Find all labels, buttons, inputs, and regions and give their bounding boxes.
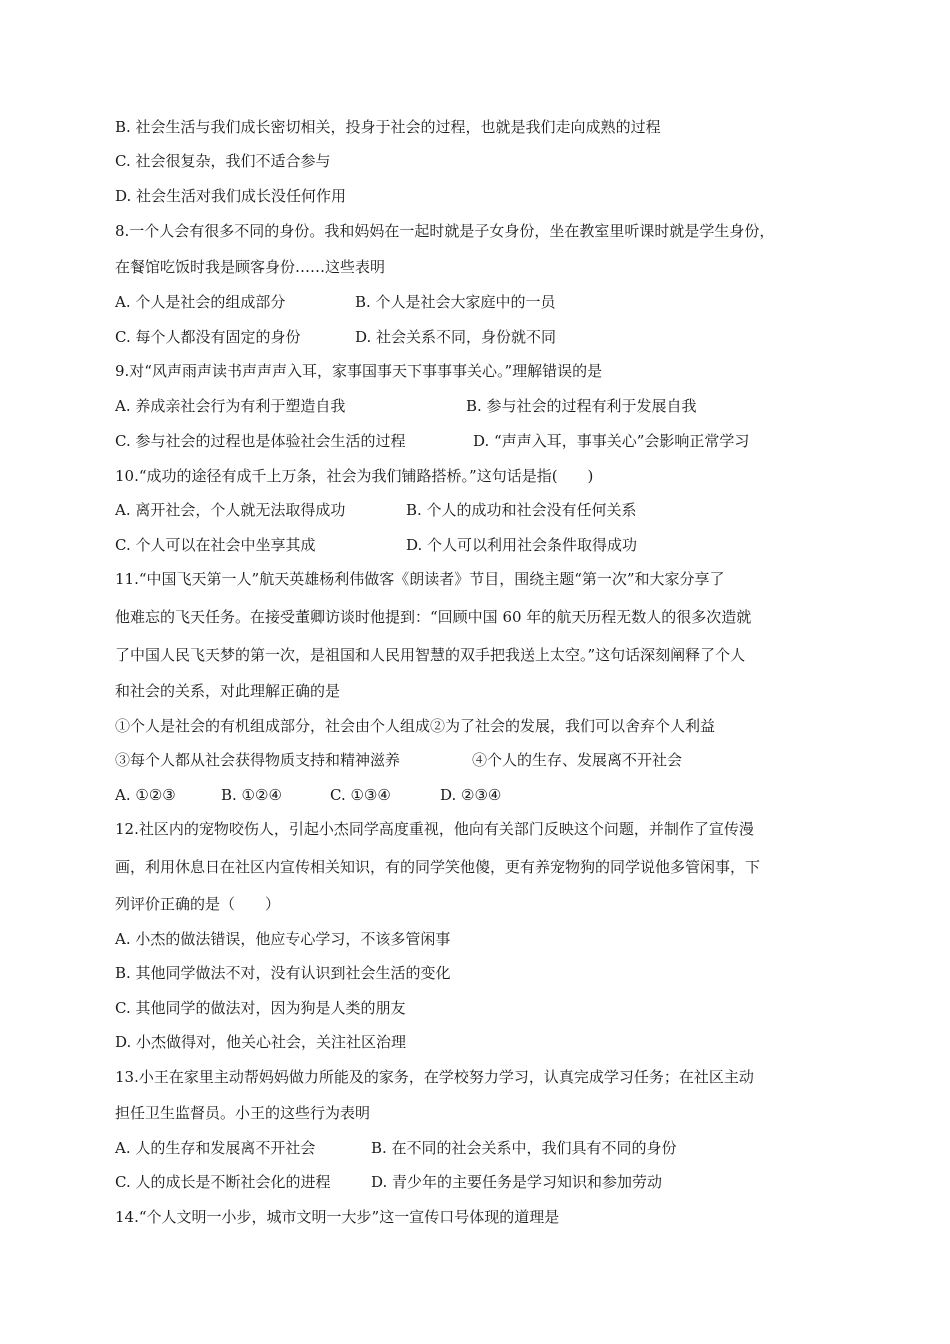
q8-option-b: B. 个人是社会大家庭中的一员 [355, 293, 556, 311]
q13-stem-line1: 13.小王在家里主动帮妈妈做力所能及的家务，在学校努力学习，认真完成学习任务；在社区主动 [115, 1068, 754, 1086]
q8-option-d: D. 社会关系不同，身份就不同 [355, 328, 557, 346]
q9-option-c: C. 参与社会的过程也是体验社会生活的过程 [115, 432, 406, 450]
q9-option-d: D. “声声入耳，事事关心”会影响正常学习 [473, 432, 750, 450]
q14-stem: 14.“个人文明一小步，城市文明一大步”这一宣传口号体现的道理是 [115, 1208, 560, 1226]
q11-stem-line2: 他难忘的飞天任务。在接受董卿访谈时他提到：“回顾中国 60 年的航天历程无数人的很多次造就 [115, 608, 752, 626]
q13-option-d: D. 青少年的主要任务是学习知识和参加劳动 [371, 1173, 663, 1191]
q13-option-a: A. 人的生存和发展离不开社会 [115, 1139, 316, 1157]
q7-option-d: D. 社会生活对我们成长没任何作用 [115, 187, 347, 205]
q11-option-c: C. ①③④ [330, 786, 391, 804]
q12-option-b: B. 其他同学做法不对，没有认识到社会生活的变化 [115, 964, 451, 982]
q11-stem-line4: 和社会的关系，对此理解正确的是 [115, 682, 341, 700]
q12-stem-line3: 列评价正确的是（ ） [115, 895, 281, 913]
q8-option-c: C. 每个人都没有固定的身份 [115, 328, 301, 346]
q12-option-c: C. 其他同学的做法对，因为狗是人类的朋友 [115, 999, 406, 1017]
q10-option-c: C. 个人可以在社会中坐享其成 [115, 536, 316, 554]
q9-option-a: A. 养成亲社会行为有利于塑造自我 [115, 397, 346, 415]
q8-stem-line2: 在餐馆吃饭时我是顾客身份……这些表明 [115, 258, 386, 276]
q11-stem-line3: 了中国人民飞天梦的第一次，是祖国和人民用智慧的双手把我送上太空。”这句话深刻阐释了个人 [115, 646, 746, 664]
q13-stem-line2: 担任卫生监督员。小王的这些行为表明 [115, 1104, 371, 1122]
q10-option-d: D. 个人可以利用社会条件取得成功 [406, 536, 638, 554]
q10-option-a: A. 离开社会，个人就无法取得成功 [115, 501, 346, 519]
q10-option-b: B. 个人的成功和社会没有任何关系 [406, 501, 637, 519]
q10-stem: 10.“成功的途径有成千上万条，社会为我们铺路搭桥。”这句话是指( ) [115, 467, 594, 485]
q13-option-c: C. 人的成长是不断社会化的进程 [115, 1173, 331, 1191]
q8-option-a: A. 个人是社会的组成部分 [115, 293, 286, 311]
q11-item-line1: ①个人是社会的有机组成部分，社会由个人组成②为了社会的发展，我们可以舍弃个人利益 [115, 717, 716, 735]
q12-option-a: A. 小杰的做法错误，他应专心学习，不该多管闲事 [115, 930, 451, 948]
q13-option-b: B. 在不同的社会关系中，我们具有不同的身份 [371, 1139, 677, 1157]
q7-option-b: B. 社会生活与我们成长密切相关，投身于社会的过程，也就是我们走向成熟的过程 [115, 118, 661, 136]
q8-stem-line1: 8.一个人会有很多不同的身份。我和妈妈在一起时就是子女身份，坐在教室里听课时就是学生身份， [115, 222, 775, 240]
q12-stem-line2: 画，利用休息日在社区内宣传相关知识，有的同学笑他傻，更有养宠物狗的同学说他多管闲事，下 [115, 858, 761, 876]
q12-stem-line1: 12.社区内的宠物咬伤人，引起小杰同学高度重视，他向有关部门反映这个问题，并制作了宣传漫 [115, 820, 754, 838]
q11-option-a: A. ①②③ [115, 786, 176, 804]
q11-option-d: D. ②③④ [440, 786, 502, 804]
q11-option-b: B. ①②④ [221, 786, 282, 804]
q11-item-3: ③每个人都从社会获得物质支持和精神滋养 [115, 751, 401, 769]
q11-item-4: ④个人的生存、发展离不开社会 [472, 751, 683, 769]
q11-stem-line1: 11.“中国飞天第一人”航天英雄杨利伟做客《朗读者》节目，围绕主题“第一次”和大家分享了 [115, 570, 725, 588]
q12-option-d: D. 小杰做得对，他关心社会，关注社区治理 [115, 1033, 407, 1051]
q9-stem: 9.对“风声雨声读书声声声入耳，家事国事天下事事事关心。”理解错误的是 [115, 362, 603, 380]
q9-option-b: B. 参与社会的过程有利于发展自我 [466, 397, 697, 415]
q7-option-c: C. 社会很复杂，我们不适合参与 [115, 152, 331, 170]
